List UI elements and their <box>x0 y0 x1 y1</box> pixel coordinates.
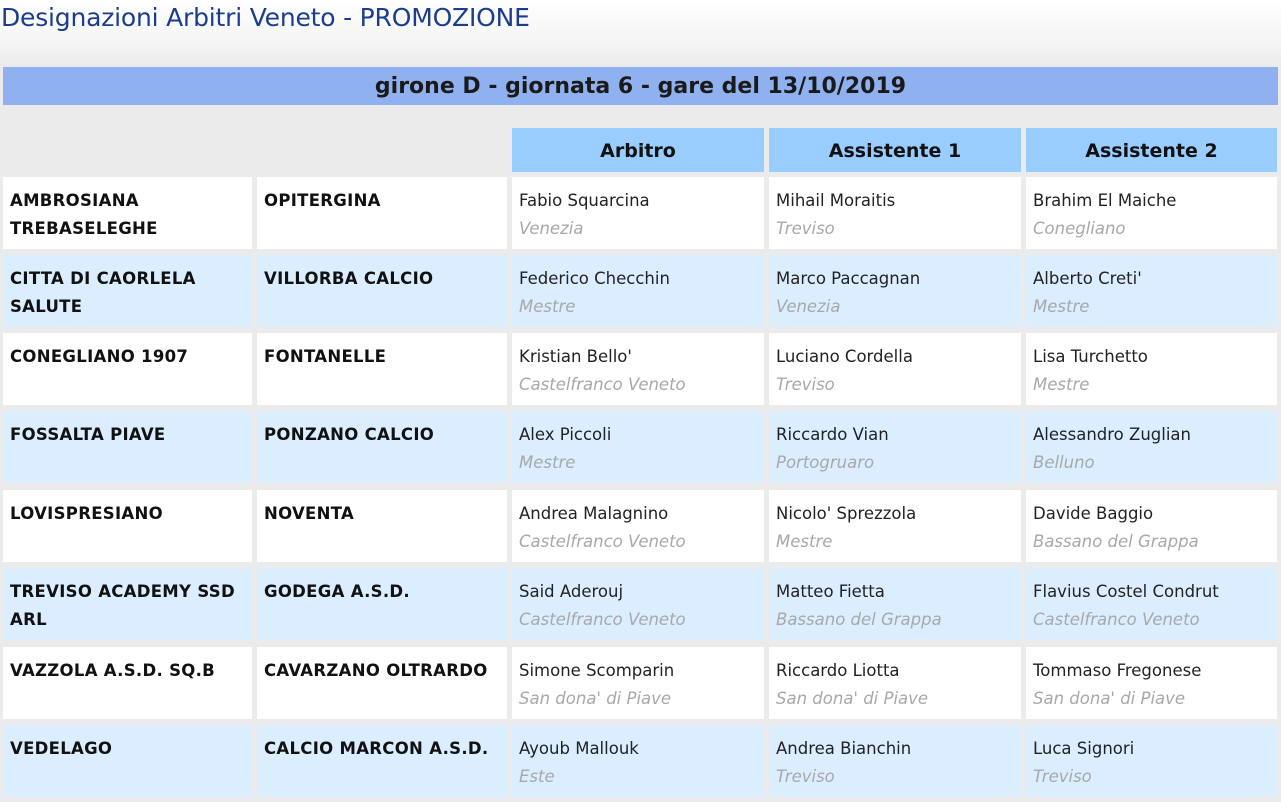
away-team-name: GODEGA A.S.D. <box>264 582 410 601</box>
home-team-cell <box>3 177 252 249</box>
official-name: Andrea Malagnino <box>519 504 669 523</box>
away-team-name: VILLORBA CALCIO <box>264 269 434 288</box>
official-city: Mestre <box>776 532 833 551</box>
official-city: Castelfranco Veneto <box>519 532 686 551</box>
assistente-1-cell <box>769 177 1021 249</box>
official-city: Este <box>519 767 555 786</box>
assistente-1-cell <box>769 568 1021 640</box>
official-city: San dona' di Piave <box>1033 689 1186 708</box>
official-name: Davide Baggio <box>1033 504 1154 523</box>
arbitro-cell <box>512 255 764 327</box>
home-team-name: CONEGLIANO 1907 <box>10 347 189 366</box>
official-name: Simone Scomparin <box>519 661 675 680</box>
away-team-cell <box>257 725 507 797</box>
assistente-2-cell <box>1026 490 1277 562</box>
official-city: Mestre <box>519 297 576 316</box>
official-name: Nicolo' Sprezzola <box>776 504 917 523</box>
official-city: Treviso <box>776 375 835 394</box>
official-name: Luciano Cordella <box>776 347 913 366</box>
away-team-cell <box>257 568 507 640</box>
assistente-2-cell <box>1026 725 1277 797</box>
arbitro-cell <box>512 647 764 719</box>
official-name: Riccardo Liotta <box>776 661 900 680</box>
official-name: Alex Piccoli <box>519 425 612 444</box>
official-name: Andrea Bianchin <box>776 739 912 758</box>
official-city: Bassano del Grappa <box>776 610 942 629</box>
arbitro-cell <box>512 333 764 405</box>
arbitro-cell <box>512 411 764 483</box>
official-name: Tommaso Fregonese <box>1033 661 1202 680</box>
official-city: Bassano del Grappa <box>1033 532 1199 551</box>
official-name: Riccardo Vian <box>776 425 889 444</box>
official-city: Venezia <box>519 219 584 238</box>
arbitro-cell <box>512 177 764 249</box>
away-team-name: PONZANO CALCIO <box>264 425 435 444</box>
official-city: San dona' di Piave <box>776 689 929 708</box>
home-team-cell <box>3 333 252 405</box>
home-team-cell <box>3 647 252 719</box>
assistente-1-cell <box>769 647 1021 719</box>
column-header-assistente-1: Assistente 1 <box>769 128 1021 172</box>
away-team-cell <box>257 255 507 327</box>
column-header-arbitro: Arbitro <box>512 128 764 172</box>
assistente-2-cell <box>1026 255 1277 327</box>
official-city: Treviso <box>1033 767 1092 786</box>
official-name: Marco Paccagnan <box>776 269 921 288</box>
official-city: Treviso <box>776 767 835 786</box>
official-name: Ayoub Mallouk <box>519 739 639 758</box>
official-city: Castelfranco Veneto <box>519 375 686 394</box>
home-team-cell <box>3 490 252 562</box>
official-name: Alessandro Zuglian <box>1033 425 1191 444</box>
column-header-assistente-2: Assistente 2 <box>1026 128 1277 172</box>
official-city: Mestre <box>1033 375 1090 394</box>
home-team-name: AMBROSIANA TREBASELEGHE <box>10 191 158 238</box>
away-team-cell <box>257 333 507 405</box>
home-team-name: LOVISPRESIANO <box>10 504 163 523</box>
away-team-cell <box>257 647 507 719</box>
home-team-cell <box>3 411 252 483</box>
assistente-1-cell <box>769 725 1021 797</box>
away-team-cell <box>257 177 507 249</box>
page-title: Designazioni Arbitri Veneto - PROMOZIONE <box>1 3 530 32</box>
assistente-1-cell <box>769 490 1021 562</box>
official-city: Portogruaro <box>776 453 875 472</box>
assistente-2-cell <box>1026 647 1277 719</box>
official-name: Fabio Squarcina <box>519 191 650 210</box>
official-name: Luca Signori <box>1033 739 1135 758</box>
official-city: Mestre <box>1033 297 1090 316</box>
arbitro-cell <box>512 490 764 562</box>
away-team-name: NOVENTA <box>264 504 355 523</box>
away-team-name: OPITERGINA <box>264 191 381 210</box>
home-team-name: TREVISO ACADEMY SSD ARL <box>10 582 235 629</box>
official-name: Lisa Turchetto <box>1033 347 1148 366</box>
home-team-name: CITTA DI CAORLELA SALUTE <box>10 269 196 316</box>
assistente-2-cell <box>1026 411 1277 483</box>
assistente-1-cell <box>769 333 1021 405</box>
official-name: Matteo Fietta <box>776 582 885 601</box>
away-team-cell <box>257 411 507 483</box>
girone-subtitle-bar: girone D - giornata 6 - gare del 13/10/2019 <box>3 67 1278 105</box>
home-team-name: VEDELAGO <box>10 739 113 758</box>
home-team-cell <box>3 725 252 797</box>
arbitro-cell <box>512 568 764 640</box>
arbitro-cell <box>512 725 764 797</box>
assistente-2-cell <box>1026 333 1277 405</box>
home-team-name: FOSSALTA PIAVE <box>10 425 166 444</box>
official-city: Conegliano <box>1033 219 1126 238</box>
official-name: Alberto Creti' <box>1033 269 1142 288</box>
official-city: Belluno <box>1033 453 1095 472</box>
official-name: Brahim El Maiche <box>1033 191 1177 210</box>
official-name: Said Aderouj <box>519 582 624 601</box>
official-name: Federico Checchin <box>519 269 670 288</box>
away-team-name: CALCIO MARCON A.S.D. <box>264 739 489 758</box>
away-team-name: FONTANELLE <box>264 347 387 366</box>
home-team-name: VAZZOLA A.S.D. SQ.B <box>10 661 216 680</box>
official-city: Mestre <box>519 453 576 472</box>
official-name: Flavius Costel Condrut <box>1033 582 1219 601</box>
official-name: Kristian Bello' <box>519 347 632 366</box>
official-city: Castelfranco Veneto <box>1033 610 1200 629</box>
home-team-cell <box>3 255 252 327</box>
official-city: Castelfranco Veneto <box>519 610 686 629</box>
assistente-2-cell <box>1026 177 1277 249</box>
home-team-cell <box>3 568 252 640</box>
official-city: Treviso <box>776 219 835 238</box>
away-team-cell <box>257 490 507 562</box>
away-team-name: CAVARZANO OLTRARDO <box>264 661 488 680</box>
official-name: Mihail Moraitis <box>776 191 896 210</box>
assistente-1-cell <box>769 411 1021 483</box>
official-city: Venezia <box>776 297 841 316</box>
official-city: San dona' di Piave <box>519 689 672 708</box>
assistente-1-cell <box>769 255 1021 327</box>
assistente-2-cell <box>1026 568 1277 640</box>
